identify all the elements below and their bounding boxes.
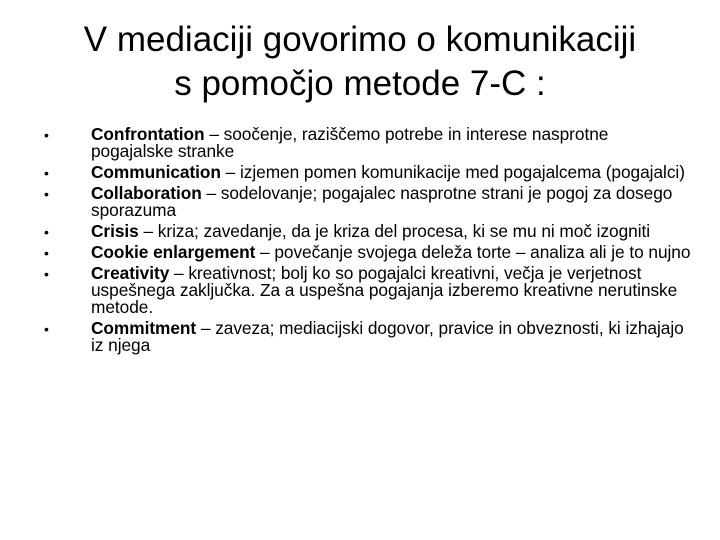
- bullet-list: [0, 126, 720, 358]
- bullet-description: – izjemen pomen komunikacije med pogajalcema (pogajalci): [220, 162, 685, 182]
- bullet-description: – kriza; zavedanje, da je kriza del procesa, ki se mu ni moč izogniti: [138, 221, 651, 241]
- bullet-icon: •: [44, 245, 49, 261]
- list-item: [0, 185, 720, 219]
- list-item: [0, 126, 720, 160]
- bullet-term: Collaboration: [91, 183, 202, 203]
- bullet-term: Creativity: [91, 263, 170, 283]
- list-item: [0, 244, 720, 261]
- list-item: [0, 320, 720, 354]
- list-item: [0, 265, 720, 316]
- bullet-text: [91, 223, 691, 240]
- slide-title: [20, 18, 700, 106]
- bullet-description: – soočenje, raziščemo potrebe in interese nasprotne pogajalske stranke: [91, 124, 609, 161]
- bullet-text: [91, 244, 691, 261]
- bullet-icon: •: [44, 186, 49, 202]
- bullet-description: – sodelovanje; pogajalec nasprotne strani je pogoj za dosego sporazuma: [91, 183, 673, 220]
- bullet-text: [91, 320, 691, 354]
- bullet-icon: •: [44, 266, 49, 282]
- bullet-text: [91, 164, 691, 181]
- bullet-text: [91, 126, 691, 160]
- bullet-description: – povečanje svojega deleža torte – analiza ali je to nujno: [255, 242, 691, 262]
- bullet-text: [91, 185, 691, 219]
- list-item: [0, 164, 720, 181]
- bullet-term: Crisis: [91, 221, 139, 241]
- slide-title-line-2: s pomočjo metode 7-C :: [174, 64, 546, 103]
- bullet-term: Communication: [91, 162, 221, 182]
- bullet-icon: •: [44, 127, 49, 143]
- bullet-description: – zaveza; mediacijski dogovor, pravice in obveznosti, ki izhajajo iz njega: [91, 318, 684, 355]
- slide-title-line-1: V mediaciji govorimo o komunikaciji: [83, 20, 637, 59]
- bullet-term: Cookie enlargement: [91, 242, 256, 262]
- bullet-icon: •: [44, 165, 49, 181]
- bullet-text: [91, 265, 691, 316]
- list-item: [0, 223, 720, 240]
- bullet-term: Confrontation: [91, 124, 205, 144]
- bullet-description: – kreativnost; bolj ko so pogajalci kreativni, večja je verjetnost uspešnega zaključka. Za a uspešna pogajanja izberemo kreativne nerutinske metode.: [91, 263, 678, 317]
- bullet-icon: •: [44, 224, 49, 240]
- bullet-icon: •: [44, 321, 49, 337]
- bullet-term: Commitment: [91, 318, 197, 338]
